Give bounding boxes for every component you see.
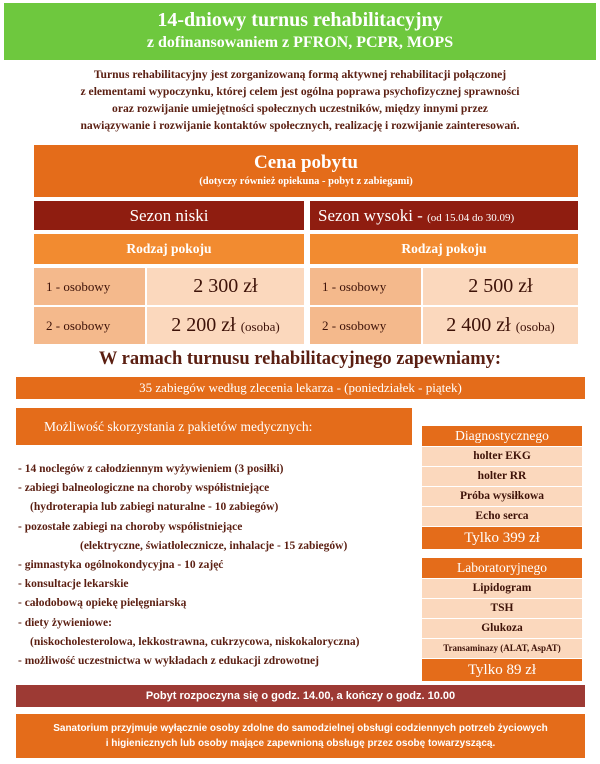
footer-note — [16, 714, 585, 758]
list-item: - pozostałe zabiegi na choroby współistniejące — [18, 520, 243, 533]
list-item: - konsultacje lekarskie — [18, 578, 129, 591]
includes-list — [18, 460, 418, 671]
price-note: (osoba) — [515, 319, 555, 334]
page-subtitle: z dofinansowaniem z PFRON, PCPR, MOPS — [146, 34, 454, 51]
season-high-label: Sezon wysoki - — [318, 206, 423, 225]
price-title: Cena pobytu — [254, 152, 358, 173]
low-price-double — [147, 307, 304, 344]
list-item: - całodobową opiekę pielęgniarską — [18, 597, 187, 610]
package-title: Laboratoryjnego — [422, 558, 582, 578]
package-item: holter RR — [422, 466, 582, 486]
laboratory-package — [422, 558, 582, 681]
price-note: (osoba) — [240, 319, 280, 334]
room-type-header-low: Rodzaj pokoju — [34, 234, 304, 264]
package-item: Glukoza — [422, 618, 582, 638]
price-value: 2 400 zł — [446, 314, 511, 336]
packages-title: Możliwość skorzystania z pakietów medycznych: — [16, 408, 412, 445]
stay-hours-bar: Pobyt rozpoczyna się o godz. 14.00, a kończy o godz. 10.00 — [16, 685, 585, 707]
intro-line: Turnus rehabilitacyjny jest zorganizowaną formą aktywnej rehabilitacji połączonej — [93, 68, 507, 81]
header-banner — [4, 3, 596, 60]
list-item: - gimnastyka ogólnokondycyjna - 10 zajęć — [18, 559, 224, 572]
intro-line: nawiązywanie i rozwijanie kontaktów społecznych, realizację i rozwijanie zainteresowań. — [80, 119, 520, 132]
low-room-type-double: 2 - osobowy — [34, 307, 145, 344]
low-price-single — [147, 268, 304, 305]
room-type-header-high: Rodzaj pokoju — [310, 234, 578, 264]
package-price: Tylko 89 zł — [422, 658, 582, 681]
low-room-type-single: 1 - osobowy — [34, 268, 145, 305]
package-item: holter EKG — [422, 446, 582, 466]
list-item: (hydroterapia lub zabiegi naturalne - 10 zabiegów) — [30, 501, 279, 514]
package-item: TSH — [422, 598, 582, 618]
intro-line: oraz rozwijanie umiejętności społecznych uczestników, między innymi przez — [112, 102, 488, 115]
list-item: (elektryczne, światłolecznicze, inhalacje - 15 zabiegów) — [80, 539, 348, 552]
list-item: - diety żywieniowe: — [18, 616, 112, 629]
price-value: 2 200 zł — [171, 314, 236, 336]
price-value: 2 500 zł — [468, 275, 533, 297]
season-low-header: Sezon niski — [34, 201, 304, 230]
includes-title: W ramach turnusu rehabilitacyjnego zapewniamy: — [98, 349, 502, 369]
package-item: Próba wysiłkowa — [422, 486, 582, 506]
package-item: Echo serca — [422, 506, 582, 526]
list-item: (niskocholesterolowa, lekkostrawna, cukrzycowa, niskokaloryczna) — [30, 635, 360, 648]
price-value: 2 300 zł — [193, 275, 258, 297]
page-title: 14-dniowy turnus rehabilitacyjny — [157, 9, 443, 31]
price-header — [34, 145, 578, 197]
package-item: Lipidogram — [422, 578, 582, 598]
treatments-bar: 35 zabiegów według zlecenia lekarza - (poniedziałek - piątek) — [16, 377, 585, 399]
high-price-single — [423, 268, 578, 305]
season-high-dates: (od 15.04 do 30.09) — [427, 212, 515, 224]
price-subtitle: (dotyczy również opiekuna - pobyt z zabiegami) — [199, 176, 413, 187]
high-price-double — [423, 307, 578, 344]
high-room-type-double: 2 - osobowy — [310, 307, 421, 344]
season-high-header — [310, 201, 578, 230]
list-item: - możliwość uczestnictwa w wykładach z edukacji zdrowotnej — [18, 655, 319, 668]
footer-line: i higienicznych lub osoby mające zapewnioną obsługę przez osobę towarzyszącą. — [105, 738, 496, 749]
package-title: Diagnostycznego — [422, 426, 582, 446]
intro-line: z elementami wypoczynku, której celem jest ogólna poprawa psychofizycznej sprawności — [80, 85, 520, 98]
intro-text — [36, 66, 564, 134]
diagnostic-package — [422, 426, 582, 549]
package-price: Tylko 399 zł — [422, 526, 582, 549]
list-item: - zabiegi balneologiczne na choroby współistniejące — [18, 482, 270, 495]
footer-line: Sanatorium przyjmuje wyłącznie osoby zdolne do samodzielnej obsługi codziennych potrzeb życiowych — [53, 723, 548, 734]
list-item: - 14 noclegów z całodziennym wyżywieniem (3 posiłki) — [18, 463, 284, 475]
package-item: Transaminazy (ALAT, AspAT) — [422, 638, 582, 658]
high-room-type-single: 1 - osobowy — [310, 268, 421, 305]
